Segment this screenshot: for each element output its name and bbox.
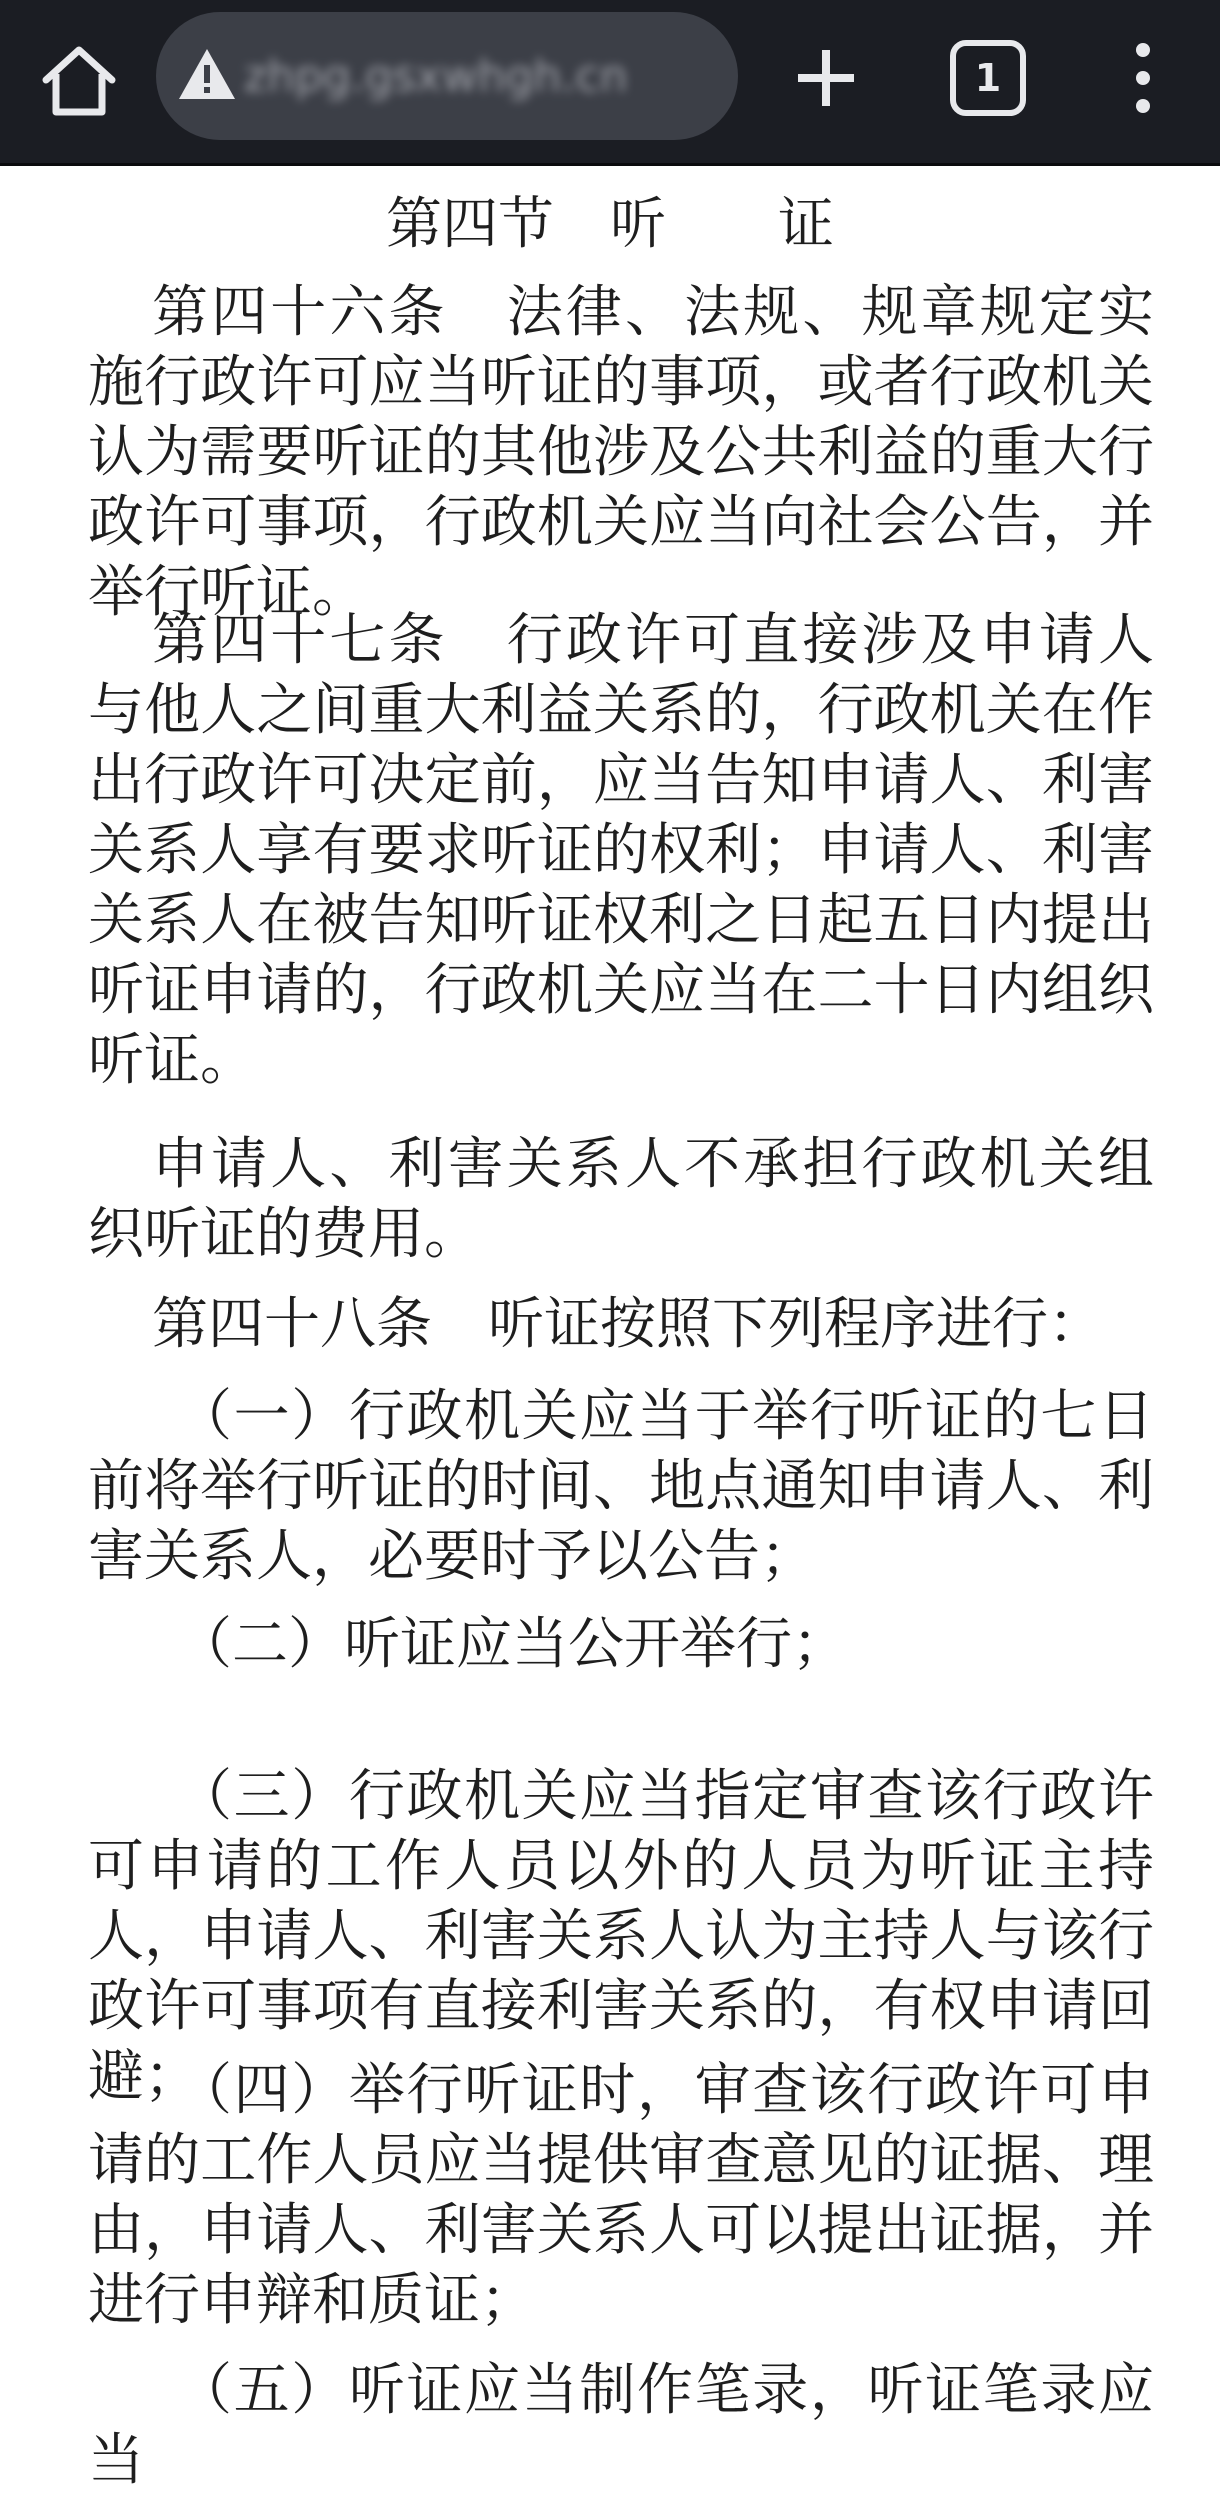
list-item-4: （四）举行听证时，审查该行政许可申请的工作人员应当提供审查意见的证据、理由，申请人、利害关系人可以提出证据，并进行申辩和质证；: [88, 2058, 1154, 2333]
paragraph-hearing-cost: 申请人、利害关系人不承担行政机关组织听证的费用。: [88, 1132, 1154, 1267]
address-bar[interactable]: [156, 12, 738, 140]
list-item-5: （五）听证应当制作笔录，听证笔录应当: [88, 2358, 1154, 2493]
article-46: 第四十六条 法律、法规、规章规定实施行政许可应当听证的事项，或者行政机关认为需要听证的其他涉及公共利益的重大行政许可事项，行政机关应当向社会公告，并举行听证。: [88, 280, 1154, 625]
section-title: 第四节 听 证: [386, 192, 834, 257]
warning-triangle-icon[interactable]: [176, 46, 238, 102]
more-vertical-icon[interactable]: [1118, 38, 1168, 118]
list-item-3: （三）行政机关应当指定审查该行政许可申请的工作人员以外的人员为听证主持人，申请人、利害关系人认为主持人与该行政许可事项有直接利害关系的，有权申请回避；: [88, 1764, 1154, 2109]
document-page: [0, 166, 1220, 2493]
tab-counter-icon[interactable]: 1: [950, 40, 1026, 116]
article-47: 第四十七条 行政许可直接涉及申请人与他人之间重大利益关系的，行政机关在作出行政许可决定前，应当告知申请人、利害关系人享有要求听证的权利；申请人、利害关系人在被告知听证权利之日起五日内提出听证申请的，行政机关应当在二十日内组织听证。: [88, 608, 1154, 1093]
article-48: 第四十八条 听证按照下列程序进行：: [152, 1292, 1104, 1357]
list-item-2: （二）听证应当公开举行；: [176, 1612, 848, 1677]
browser-toolbar: [0, 0, 1220, 166]
plus-icon[interactable]: [790, 42, 862, 114]
list-item-1: （一）行政机关应当于举行听证的七日前将举行听证的时间、地点通知申请人、利害关系人，必要时予以公告；: [88, 1384, 1154, 1589]
home-icon[interactable]: [36, 38, 122, 124]
url-text[interactable]: zhpg.gsxwhgh.cn: [244, 52, 628, 102]
